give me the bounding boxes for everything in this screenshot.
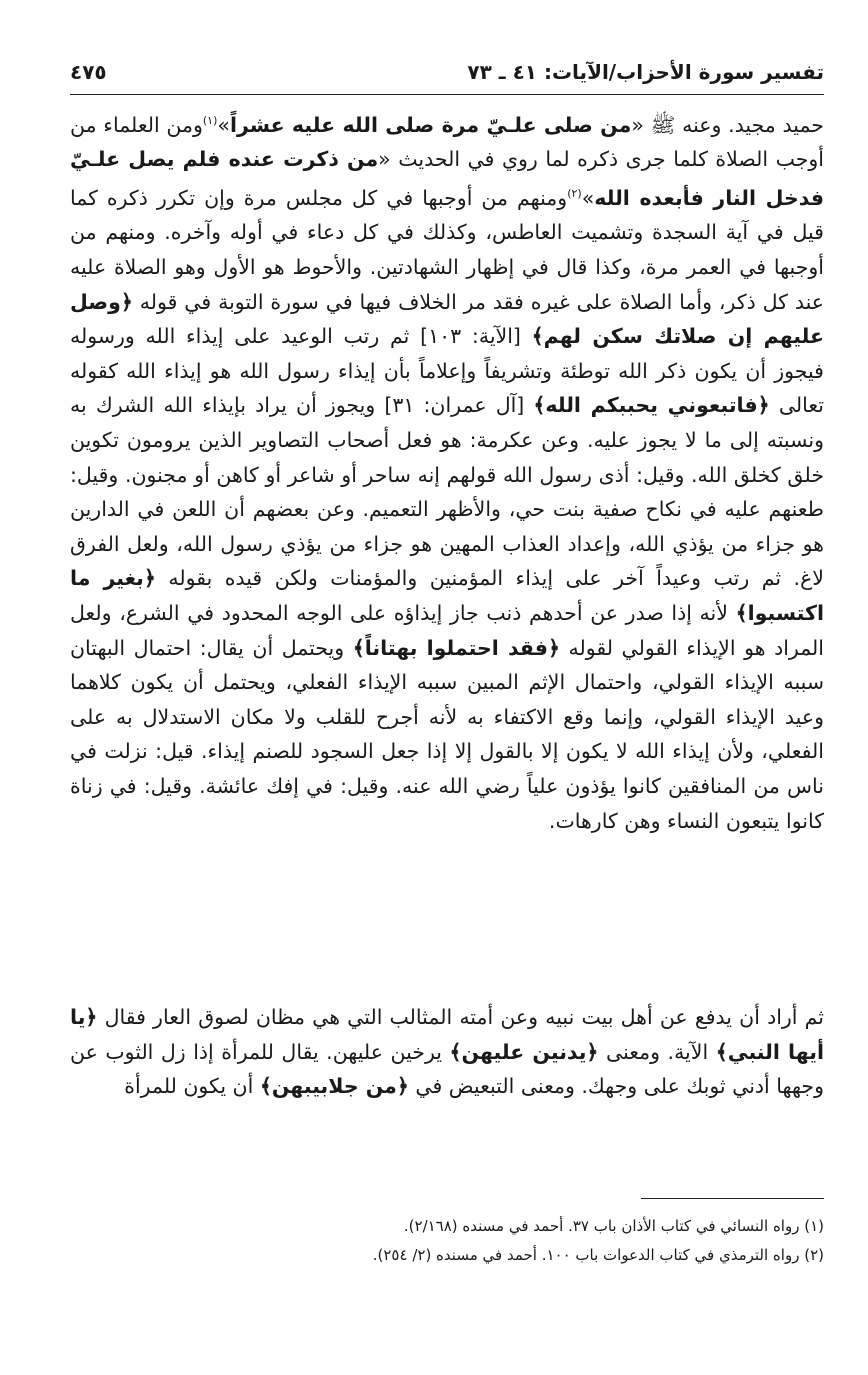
quoted-text: ﴿فاتبعوني يحببكم الله﴾ (533, 393, 770, 418)
text-run: ويحتمل أن يقال: احتمال البهتان سببه الإيذاء القولي، واحتمال الإثم المبين سببه الإيذاء الفعلي، ويحتمل أن يكون كلاهما وعيد الإيذاء القولي، وإنما وقع الاكتفاء به لأنه أجرح للقلب ولا مكان الاستدلال به على الفعلي، ولأن إيذاء الله لا يكون إلا بالقول إلا إذا جعل السجود للصنم إيذاء. قيل: نزلت في ناس من المنافقين كانوا يؤذون علياً رضي الله عنه. وقيل: في إفك عائشة. وقيل: في زناة كانوا يتبعون النساء وهن كارهات. (70, 635, 824, 833)
page-number: ٤٧٥ (70, 60, 107, 84)
quoted-text: ﴿يا أيها النبي﴾ (70, 1005, 825, 1064)
quoted-text: ﴿وصل عليهم إن صلاتك سكن لهم﴾ (70, 289, 824, 349)
page (70, 58, 824, 1318)
text-run: » (581, 185, 595, 210)
footnote-2: (٢) رواه الترمذي في كتاب الدعوات باب ١٠٠. أحمد في مسنده (٢/ ٢٥٤). (372, 1246, 824, 1264)
text-run: [الآية: ١٠٣] ثم رتب الوعيد على إيذاء الله ورسوله فيجوز أن يكون ذكر الله توطئة وتشريفاً وإعلاماً بأن إيذاء رسول الله هو إيذاء الله كقوله تعالى (70, 324, 824, 418)
quoted-text: من ذكرت عنده فلم يصل علـيّ فدخل النار فأبعده الله (70, 147, 824, 210)
text-run: [آل عمران: ٣١] ويجوز أن يراد بإيذاء الله الشرك به ونسبته إلى ما لا يجوز عليه. وعن عكرمة: هو فعل أصحاب التصاوير الذين يرومون تكوين خلق كخلق الله. وقيل: أذى رسول الله قولهم إنه ساحر أو شاعر أو كاهن أو مجنون. وقيل: طعنهم عليه في نكاح صفية بنت حي، والأظهر التعميم. وعن بعضهم أن اللعن في الدارين هو جزاء من يؤذي الله، وإعداد العذاب المهين هو جزاء من يؤذي رسول الله، ولعل الفرق لاغ. ثم رتب وعيداً آخر على إيذاء المؤمنين والمؤمنات ولكن قيده بقوله (70, 393, 824, 591)
quoted-text: ﴿من جلابيبهن﴾ (259, 1074, 409, 1099)
footnote-separator (641, 1198, 824, 1199)
text-run: يرخين عليهن. يقال للمرأة إذا زل الثوب عن وجهها أدني ثوبك على وجهك. ومعنى التبعيض في (70, 1039, 824, 1099)
main-text (70, 104, 824, 838)
footnote-ref: (١) (202, 114, 218, 127)
second-paragraph-block (70, 1000, 824, 1104)
text-run: أن يكون للمرأة (124, 1074, 260, 1099)
text-run: حميد مجيد. وعنه ﷺ « (631, 112, 824, 137)
paragraph-2 (70, 1000, 824, 1104)
text-run: لأنه إذا صدر عن أحدهم ذنب جاز إيذاؤه على الوجه المحدود في الشرع، ولعل المراد هو الإيذاء القولي لقوله (70, 600, 825, 660)
footnotes (70, 1212, 824, 1270)
paragraph-1 (70, 104, 824, 838)
text-run: » (217, 112, 230, 137)
text-run: ومنهم من أوجبها في كل مجلس مرة وإن تكرر ذكره كما قيل في آية السجدة وتشميت العاطس، وكذلك في كل دعاء في أوله وآخره. ومنهم من أوجبها في العمر مرة، وكذا قال في إظهار الشهادتين. والأحوط هو الأول وهو الصلاة عليه عند كل ذكر، وأما الصلاة على غيره فقد مر الخلاف فيها في سورة التوبة في قوله (70, 185, 824, 314)
running-header (70, 58, 824, 95)
footnote-ref: (٢) (567, 187, 582, 201)
header-title: تفسير سورة الأحزاب/الآيات: ٤١ ـ ٧٣ (467, 60, 824, 84)
text-run: الآية. ومعنى (598, 1039, 716, 1064)
quoted-text: ﴿بغير ما اكتسبوا﴾ (70, 566, 824, 625)
footnote-1: (١) رواه النسائي في كتاب الأذان باب ٣٧. أحمد في مسنده (٢/١٦٨). (403, 1217, 824, 1235)
quoted-text: ﴿يدنين عليهن﴾ (449, 1039, 599, 1064)
text-run: ومن العلماء من أوجب الصلاة كلما جرى ذكره لما روي في الحديث « (70, 112, 824, 172)
text-run: ثم أراد أن يدفع عن أهل بيت نبيه وعن أمته المثالب التي هي مظان لصوق العار فقال (97, 1005, 824, 1029)
quoted-text: من صلى علـيّ مرة صلى الله عليه عشراً (229, 112, 632, 137)
quoted-text: ﴿فقد احتملوا بهتاناً﴾ (352, 635, 560, 660)
